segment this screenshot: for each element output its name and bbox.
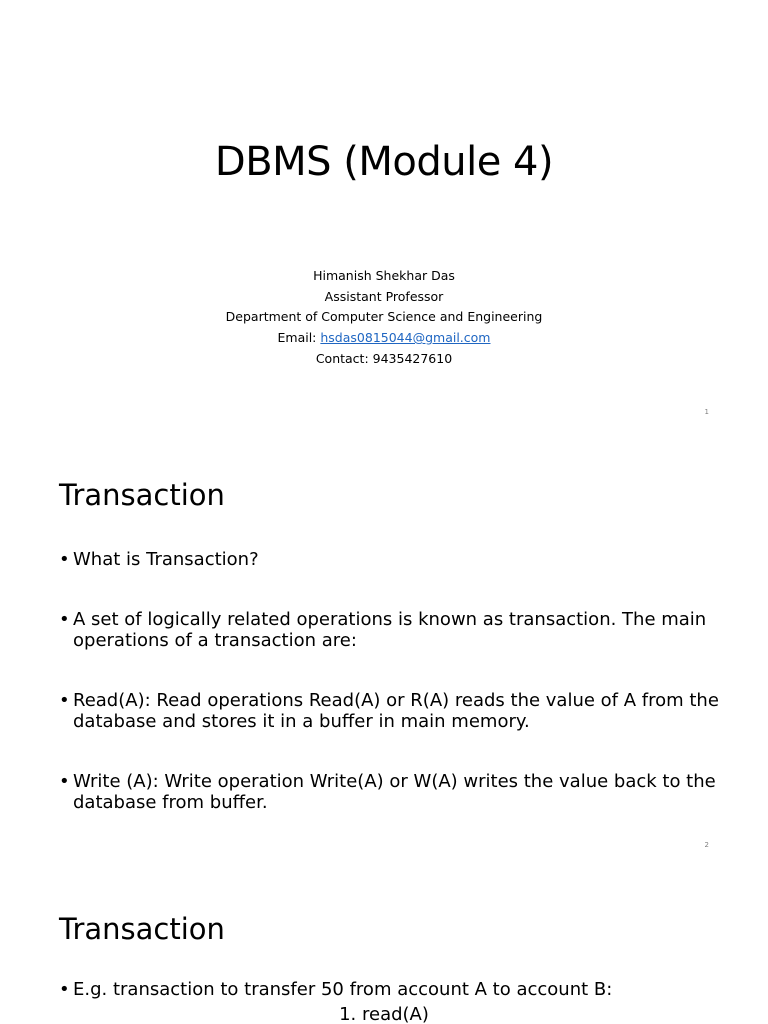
presentation-title: DBMS (Module 4) bbox=[214, 139, 554, 185]
bullet-text: Read(A): Read operations Read(A) or R(A) reads the value of A from the database and stores it in a buffer in main memory. bbox=[73, 689, 719, 732]
bullet-marker: • bbox=[59, 770, 70, 792]
author-department: Department of Computer Science and Engineering bbox=[225, 309, 543, 325]
page-number: 1 bbox=[704, 408, 709, 416]
transaction-slide bbox=[0, 433, 768, 866]
bullet-list bbox=[59, 549, 719, 814]
transaction-example-slide bbox=[0, 866, 768, 1024]
bullet-marker: • bbox=[59, 689, 70, 711]
transaction-step: 1. read(A) bbox=[339, 1004, 429, 1024]
bullet-item bbox=[59, 979, 719, 1001]
bullet-list bbox=[59, 979, 719, 1001]
author-info bbox=[0, 266, 768, 370]
slide-heading: Transaction bbox=[59, 912, 225, 946]
author-role: Assistant Professor bbox=[324, 288, 444, 304]
bullet-marker: • bbox=[59, 608, 70, 630]
author-email-line bbox=[0, 328, 768, 349]
bullet-item bbox=[59, 771, 719, 814]
slide-heading: Transaction bbox=[59, 478, 225, 512]
bullet-marker: • bbox=[59, 979, 70, 1000]
bullet-text: What is Transaction? bbox=[73, 549, 259, 570]
author-contact: Contact: 9435427610 bbox=[315, 350, 453, 366]
bullet-text: E.g. transaction to transfer 50 from account A to account B: bbox=[73, 979, 613, 1000]
email-link[interactable]: hsdas0815044@gmail.com bbox=[320, 330, 491, 346]
title-slide bbox=[0, 0, 768, 433]
bullet-item bbox=[59, 549, 719, 571]
page-number: 2 bbox=[704, 841, 709, 849]
bullet-item bbox=[59, 690, 719, 733]
bullet-text: Write (A): Write operation Write(A) or W(A) writes the value back to the database from buffer. bbox=[73, 770, 716, 813]
bullet-marker: • bbox=[59, 549, 70, 570]
bullet-item bbox=[59, 609, 719, 652]
author-name: Himanish Shekhar Das bbox=[313, 268, 455, 283]
bullet-text: A set of logically related operations is known as transaction. The main operations of a transaction are: bbox=[73, 608, 707, 651]
email-label: Email: bbox=[277, 330, 321, 346]
